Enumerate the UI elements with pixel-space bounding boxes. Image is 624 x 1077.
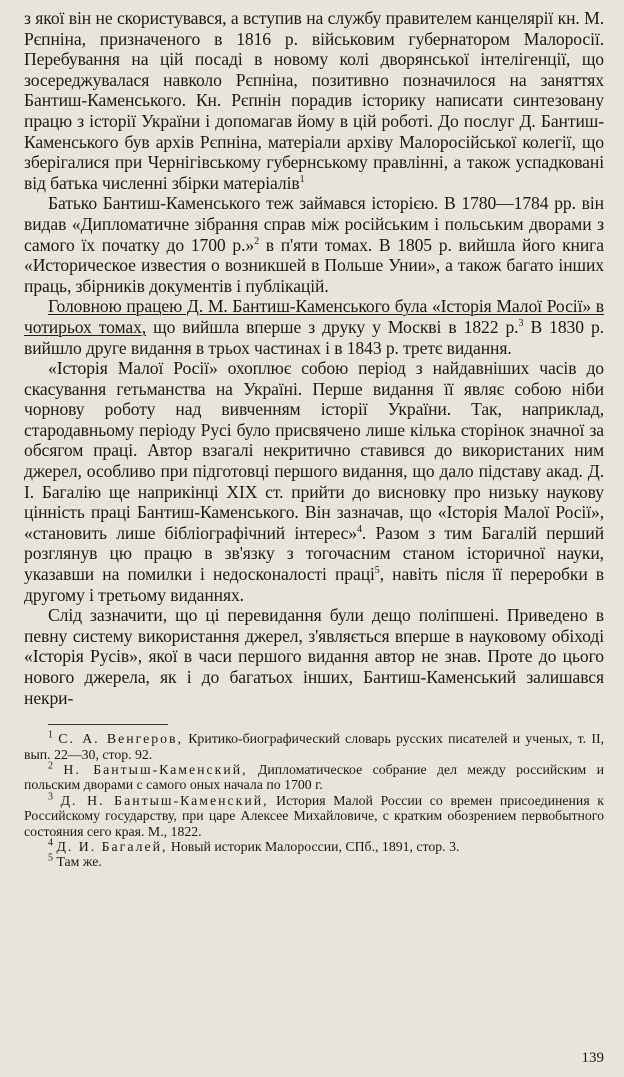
footnote-text: Новый историк Малороссии, СПб., 1891, стор. 3. — [167, 839, 460, 855]
footnote-5 — [24, 854, 604, 869]
footnote-author: Д. И. Багалей, — [56, 839, 168, 855]
footnote-ref[interactable]: 5 — [374, 565, 380, 577]
paragraph-text: «Історія Малої Росії» охоплює собою період з найдавніших часів до скасування гетьманства на Україні. Перше видання її являє собою ніби чорнову роботу над вивченням історії України. Так, наприклад, стародавньому періоду Русі було присвячено лише кілька сторінок значної за обсягом праці. Автор взагалі некритично ставився до використаних ним джерел, особливо при підготовці першого видання, що дало підставу акад. Д. І. Багалію ще наприкінці XIX ст. прийти до висновку про низьку наукову цінність праці Бантиш-Каменського. Він зазначав, що «Історія Малої Росії», «становить лише бібліографічний інтерес» — [24, 358, 604, 543]
footnote-3 — [24, 793, 604, 839]
paragraph-5 — [24, 605, 604, 708]
footnote-text: Там же. — [56, 854, 102, 870]
footnote-divider — [48, 724, 168, 725]
footnote-author: Д. Н. Бантыш-Каменский, — [60, 792, 269, 808]
footnote-author: Н. Бантыш-Каменский, — [63, 762, 248, 777]
paragraph-4 — [24, 358, 604, 605]
paragraph-2 — [24, 193, 604, 296]
footnote-text: Дипломатическое собрание дел между российским и польским дворами с самого оных начала по 1700 г. — [24, 762, 604, 793]
paragraph-text: В 1830 р. вийшло друге видання в трьох частинах і в 1843 р. третє видання. — [24, 316, 604, 358]
footnote-ref[interactable]: 3 — [518, 318, 524, 330]
paragraph-text: з якої він не скористувався, а вступив на службу правителем канцелярії кн. М. Рєпніна, призначеного в 1816 р. військовим губернатором Малоросії. Перебування на цій посаді в новому колі дворянської інтелігенції, що зосереджувалася навколо Рєпніна, позитивно позначилося на заняттях Бантиш-Каменського. Кн. Рєпнін порадив історику написати синтезовану працю з історії України і допомагав йому в цій роботі. До послуг Д. Бантиш-Каменського був архів Рєпніна, матеріали архіву Малоросійської колегії, що зберігалися при Чернігівському губернському правлінні, а також успадковані від батька численні збірки матеріалів — [24, 8, 604, 193]
underlined-passage: Головною працею Д. М. Бантиш-Каменського була «Історія Малої Росії» в чотирьох томах, — [24, 296, 604, 337]
footnote-number: 5 — [48, 852, 53, 864]
paragraph-text: Батько Бантиш-Каменського теж займався історією. В 1780—1784 рр. він видав «Дипломатичне зібрання справ між російським і польським дворами з самого їх початку до 1700 р.» — [24, 193, 604, 255]
paragraph-text: . Разом з тим Багалій перший розглянув цю працю в зв'язку з тогочасним станом історичної науки, указавши на помилки і недосконалості праці — [24, 522, 605, 585]
paragraph-3 — [24, 296, 604, 358]
paragraph-text: що вийшла вперше з друку у Москві в 1822 р. — [146, 316, 519, 337]
footnote-number: 4 — [48, 837, 53, 849]
paragraph-1 — [24, 8, 604, 193]
footnote-ref[interactable]: 1 — [299, 173, 305, 185]
paragraph-text: , навіть після її переробки в другому і третьому виданнях. — [24, 564, 604, 605]
footnote-2 — [24, 762, 604, 793]
page-number: 139 — [581, 1050, 604, 1066]
footnote-1 — [24, 731, 604, 762]
footnote-number: 1 — [48, 729, 53, 741]
footnote-number: 2 — [48, 760, 53, 772]
footnote-author: С. А. Венгеров, — [58, 731, 183, 747]
footnote-number: 3 — [48, 791, 53, 803]
paragraph-text: Слід зазначити, що ці перевидання були дещо поліпшені. Приведено в певну систему використання джерел, з'являється вперше в науковому обіході «Історія Русів», якої в часи першого видання автор не знав. Проте до цього нового джерела, як і до багатьох інших, Бантиш-Каменський залишався некри- — [24, 605, 604, 708]
footnote-ref[interactable]: 4 — [357, 523, 362, 535]
footnote-4 — [24, 839, 604, 854]
paragraph-text: в п'яти томах. В 1805 р. вийшла його книга «Историческое известия о возникшей в Польше Унии», а також багато інших праць, збірників документів і публікацій. — [24, 234, 604, 296]
footnote-text: История Малой России со времен присоединения к Российскому государству, при царе Алексее Михайловиче, с кратким обозрением первобытного состояния сего края. М., 1822. — [24, 792, 604, 839]
footnote-ref[interactable]: 2 — [254, 235, 259, 247]
footnote-text: Критико-биографический словарь русских писателей и ученых, т. II, вып. 22—30, стор. 92. — [24, 731, 604, 762]
